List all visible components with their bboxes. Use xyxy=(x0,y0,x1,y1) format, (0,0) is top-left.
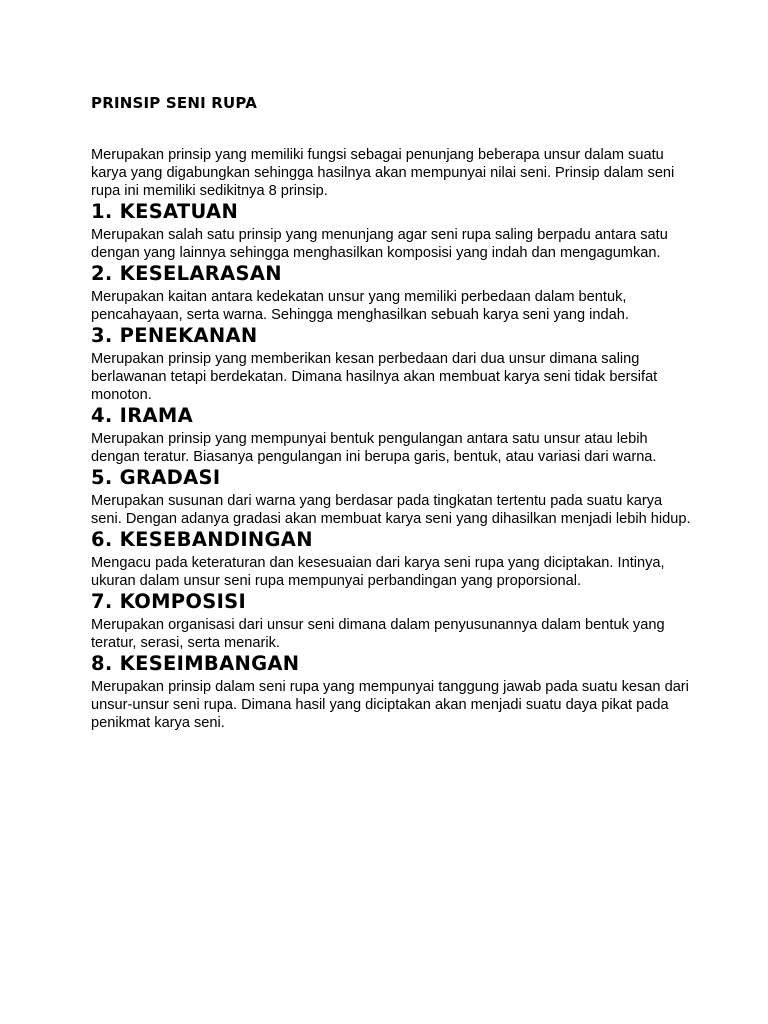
section-body: Merupakan prinsip yang mempunyai bentuk pengulangan antara satu unsur atau lebih dengan teratur. Biasanya pengulangan ini berupa garis, bentuk, atau variasi dari warna. xyxy=(91,431,657,465)
section-keseimbangan xyxy=(91,652,691,732)
section-gradasi xyxy=(91,466,691,528)
section-heading: 3. PENEKANAN xyxy=(91,324,258,347)
section-heading: 2. KESELARASAN xyxy=(91,262,282,285)
section-heading: 1. KESATUAN xyxy=(91,200,239,223)
section-irama xyxy=(91,404,691,466)
section-heading: 5. GRADASI xyxy=(91,466,221,489)
section-kesebandingan xyxy=(91,528,691,590)
section-keselarasan xyxy=(91,262,691,324)
section-body: Merupakan salah satu prinsip yang menunjang agar seni rupa saling berpadu antara satu dengan yang lainnya sehingga menghasilkan komposisi yang indah dan mengagumkan. xyxy=(91,227,668,261)
section-heading: 4. IRAMA xyxy=(91,404,194,427)
section-body: Mengacu pada keteraturan dan kesesuaian dari karya seni rupa yang diciptakan. Intinya, ukuran dalam unsur seni rupa mempunyai perbandingan yang proporsional. xyxy=(91,555,665,589)
intro-paragraph: Merupakan prinsip yang memiliki fungsi sebagai penunjang beberapa unsur dalam suatu karya yang digabungkan sehingga hasilnya akan mempunyai nilai seni. Prinsip dalam seni rupa ini memiliki sedikitnya 8 prinsip. xyxy=(91,147,675,199)
section-body: Merupakan susunan dari warna yang berdasar pada tingkatan tertentu pada suatu karya seni. Dengan adanya gradasi akan membuat karya seni yang dihasilkan menjadi lebih hidup. xyxy=(91,493,691,527)
section-body: Merupakan prinsip yang memberikan kesan perbedaan dari dua unsur dimana saling berlawanan tetapi berdekatan. Dimana hasilnya akan membuat karya seni tidak bersifat monoton. xyxy=(91,351,658,403)
section-heading: 8. KESEIMBANGAN xyxy=(91,652,300,675)
section-komposisi xyxy=(91,590,691,652)
section-body: Merupakan kaitan antara kedekatan unsur yang memiliki perbedaan dalam bentuk, pencahayaan, serta warna. Sehingga menghasilkan sebuah karya seni yang indah. xyxy=(91,289,629,323)
section-kesatuan xyxy=(91,200,691,262)
document-title: PRINSIP SENI RUPA xyxy=(91,94,258,112)
section-body: Merupakan prinsip dalam seni rupa yang mempunyai tanggung jawab pada suatu kesan dari unsur-unsur seni rupa. Dimana hasil yang diciptakan akan menjadi suatu daya pikat pada penikmat karya seni. xyxy=(91,679,689,731)
section-penekanan xyxy=(91,324,691,404)
document-page xyxy=(91,93,691,732)
section-body: Merupakan organisasi dari unsur seni dimana dalam penyusunannya dalam bentuk yang teratur, serasi, serta menarik. xyxy=(91,617,665,651)
section-heading: 6. KESEBANDINGAN xyxy=(91,528,313,551)
section-heading: 7. KOMPOSISI xyxy=(91,590,247,613)
